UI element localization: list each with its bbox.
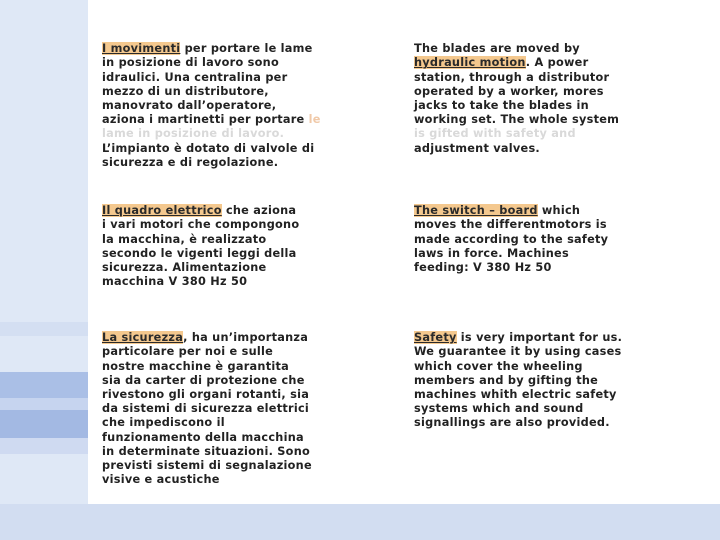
paragraph-switchboard-en bbox=[414, 190, 710, 275]
left-decor-strip bbox=[0, 0, 88, 540]
paragraph-text: , ha un’importanza particolare per noi e sulle nostre macchine è garantita sia da carter di protezione che rivestono gli organi rotanti, sia da sistemi di sicurezza elettrici che impediscono il funzionamento della macchina in determinate situazioni. Sono previsti sistemi di segnalazione visive e acustiche bbox=[102, 331, 312, 487]
paragraph-movement-en bbox=[414, 28, 710, 156]
lead-link[interactable]: La sicurezza bbox=[102, 331, 184, 345]
paragraph-quadro-it bbox=[102, 190, 402, 289]
faded-text: le bbox=[308, 113, 321, 127]
paragraph-safety-en bbox=[414, 317, 710, 431]
decor-band bbox=[0, 438, 88, 454]
paragraph-text: is very important for us. We guarantee it by using cases which cover the wheeling members and by gifting the machines whith electric safety systems which and sound signallings are also provided. bbox=[414, 331, 623, 430]
paragraph-text: che aziona i vari motori che compongono la macchina, è realizzato secondo le vigenti leggi della sicurezza. Alimentazione macchina V 380 Hz 50 bbox=[102, 204, 300, 289]
faded-text: lame in posizione di lavoro. bbox=[102, 127, 285, 141]
lead-link[interactable]: I movimenti bbox=[102, 42, 181, 56]
paragraph-text: adjustment valves. bbox=[414, 141, 540, 155]
decor-band bbox=[0, 410, 88, 438]
lead-link[interactable]: Il quadro elettrico bbox=[102, 204, 222, 218]
paragraph-sicurezza-it bbox=[102, 317, 402, 487]
decor-band bbox=[0, 398, 88, 410]
paragraph-movimenti-it bbox=[102, 28, 402, 170]
lead-link[interactable]: hydraulic motion bbox=[414, 56, 526, 70]
paragraph-text: per portare le lame in posizione di lavoro sono idraulici. Una centralina per mezzo di un distributore, manovrato dall’operatore, aziona i martinetti per portare bbox=[102, 42, 313, 127]
decor-band bbox=[0, 372, 88, 398]
paragraph-text: The blades are moved by bbox=[414, 42, 580, 56]
bottom-decor-bar bbox=[0, 504, 720, 540]
faded-text: is gifted with safety and bbox=[414, 127, 576, 141]
decor-band bbox=[0, 322, 88, 336]
paragraph-text: L’impianto è dotato di valvole di sicurezza e di regolazione. bbox=[102, 141, 315, 169]
lead-link[interactable]: The switch – board bbox=[414, 204, 538, 218]
paragraph-text: . A power station, through a distributor operated by a worker, mores jacks to take the blades in working set. The whole system bbox=[414, 56, 620, 127]
paragraph-text: which moves the differentmotors is made according to the safety laws in force. Machines feeding: V 380 Hz 50 bbox=[414, 204, 609, 275]
lead-link[interactable]: Safety bbox=[414, 331, 457, 345]
